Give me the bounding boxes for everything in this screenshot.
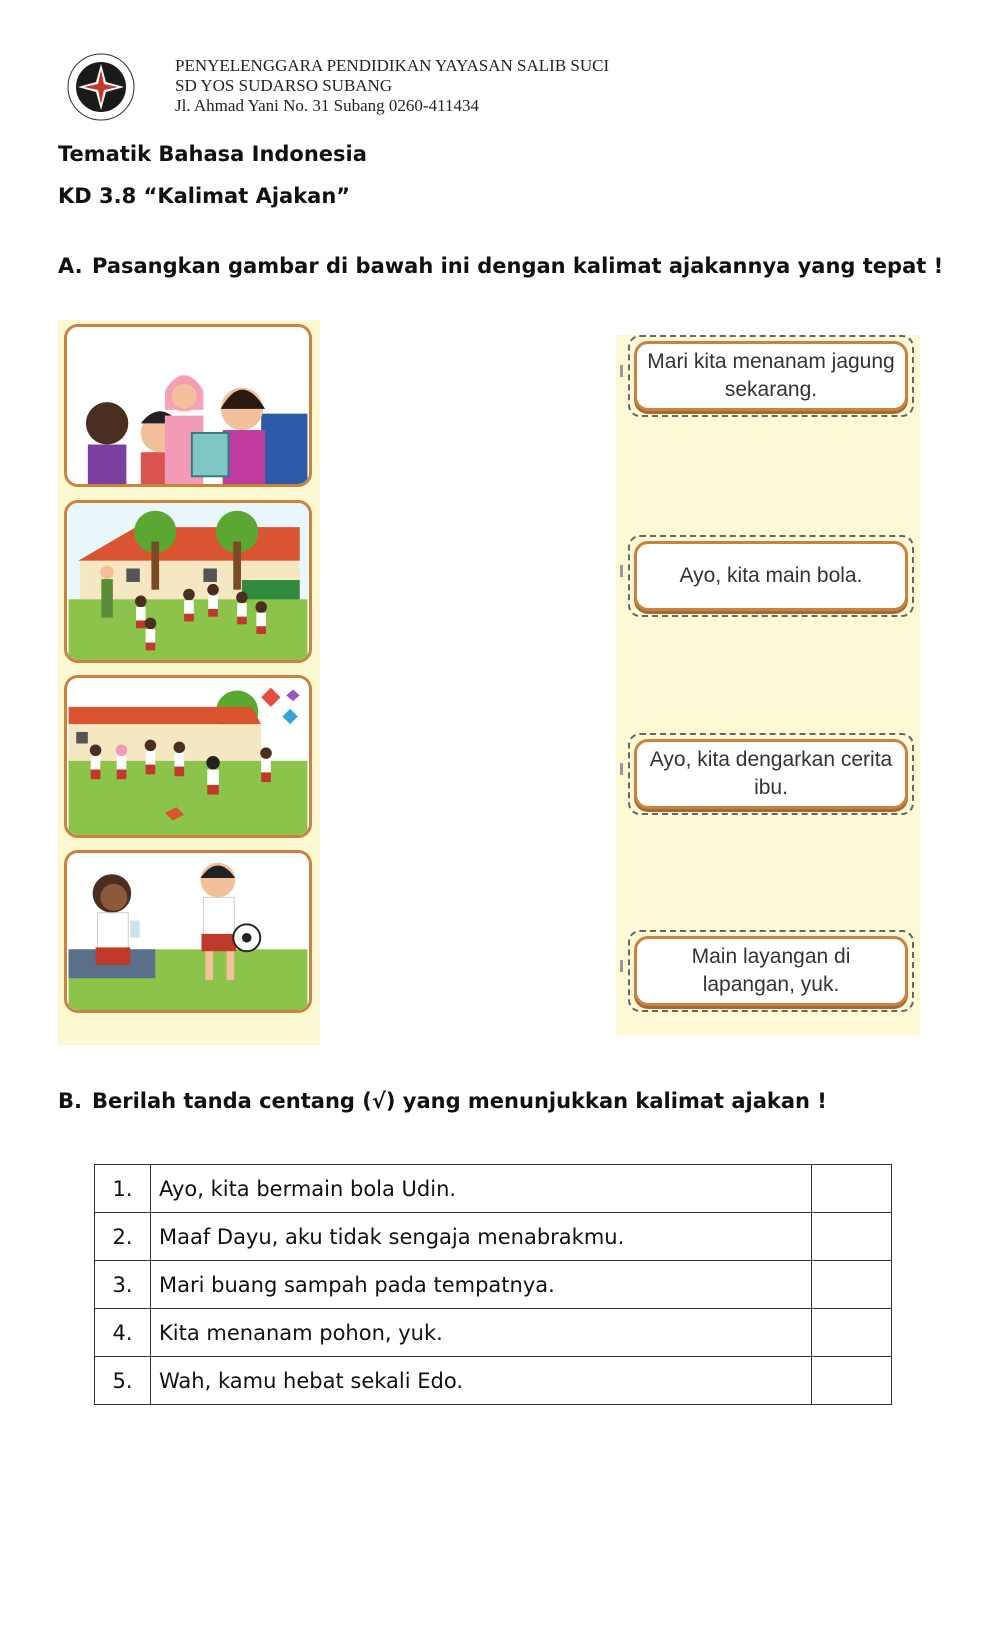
picture-boys-playing-ball[interactable] [64, 850, 312, 1013]
check-cell[interactable] [812, 1165, 892, 1213]
ball-illustration [67, 853, 309, 1010]
row-number: 3. [95, 1261, 151, 1309]
teacher-reading-illustration [67, 327, 309, 484]
section-b-letter: B. [58, 1089, 82, 1113]
check-cell[interactable] [812, 1309, 892, 1357]
school-header [175, 56, 609, 116]
sentence-text-1: Mari kita menanam jagung sekarang. [634, 341, 908, 411]
checklist-table [94, 1164, 892, 1405]
planting-illustration [67, 503, 309, 660]
check-cell[interactable] [812, 1357, 892, 1405]
org-name: PENYELENGGARA PENDIDIKAN YAYASAN SALIB SUCI [175, 56, 610, 75]
section-a-instruction [58, 254, 943, 278]
kites-illustration [67, 678, 309, 835]
row-sentence: Maaf Dayu, aku tidak sengaja menabrakmu. [151, 1213, 812, 1261]
sentence-card-2[interactable] [628, 535, 914, 617]
row-sentence: Kita menanam pohon, yuk. [151, 1309, 812, 1357]
section-a-text: Pasangkan gambar di bawah ini dengan kalimat ajakannya yang tepat ! [92, 254, 944, 278]
sentence-card-1[interactable] [628, 335, 914, 417]
kd-title: KD 3.8 “Kalimat Ajakan” [58, 184, 351, 208]
school-logo [66, 52, 136, 122]
section-a-letter: A. [58, 254, 83, 278]
row-sentence: Mari buang sampah pada tempatnya. [151, 1261, 812, 1309]
table-row [95, 1261, 892, 1309]
row-number: 4. [95, 1309, 151, 1357]
check-cell[interactable] [812, 1213, 892, 1261]
table-row [95, 1213, 892, 1261]
row-number: 5. [95, 1357, 151, 1405]
table-row [95, 1165, 892, 1213]
row-number: 2. [95, 1213, 151, 1261]
sentence-text-4: Main layangan di lapangan, yuk. [634, 936, 908, 1006]
school-address: Jl. Ahmad Yani No. 31 Subang 0260-411434 [175, 96, 479, 115]
picture-column [58, 320, 320, 1045]
sentence-column [616, 335, 920, 1035]
picture-children-planting[interactable] [64, 500, 312, 663]
picture-children-flying-kites[interactable] [64, 675, 312, 838]
table-row [95, 1309, 892, 1357]
sentence-text-2: Ayo, kita main bola. [634, 541, 908, 611]
section-b-instruction [58, 1089, 827, 1113]
check-cell[interactable] [812, 1261, 892, 1309]
picture-teacher-reading-story[interactable] [64, 324, 312, 487]
subject-title: Tematik Bahasa Indonesia [58, 142, 367, 166]
row-number: 1. [95, 1165, 151, 1213]
row-sentence: Wah, kamu hebat sekali Edo. [151, 1357, 812, 1405]
section-b-text: Berilah tanda centang (√) yang menunjukkan kalimat ajakan ! [92, 1089, 827, 1113]
sentence-card-3[interactable] [628, 733, 914, 815]
sentence-text-3: Ayo, kita dengarkan cerita ibu. [634, 739, 908, 809]
table-row [95, 1357, 892, 1405]
school-name: SD YOS SUDARSO SUBANG [175, 76, 393, 95]
row-sentence: Ayo, kita bermain bola Udin. [151, 1165, 812, 1213]
sentence-card-4[interactable] [628, 930, 914, 1012]
